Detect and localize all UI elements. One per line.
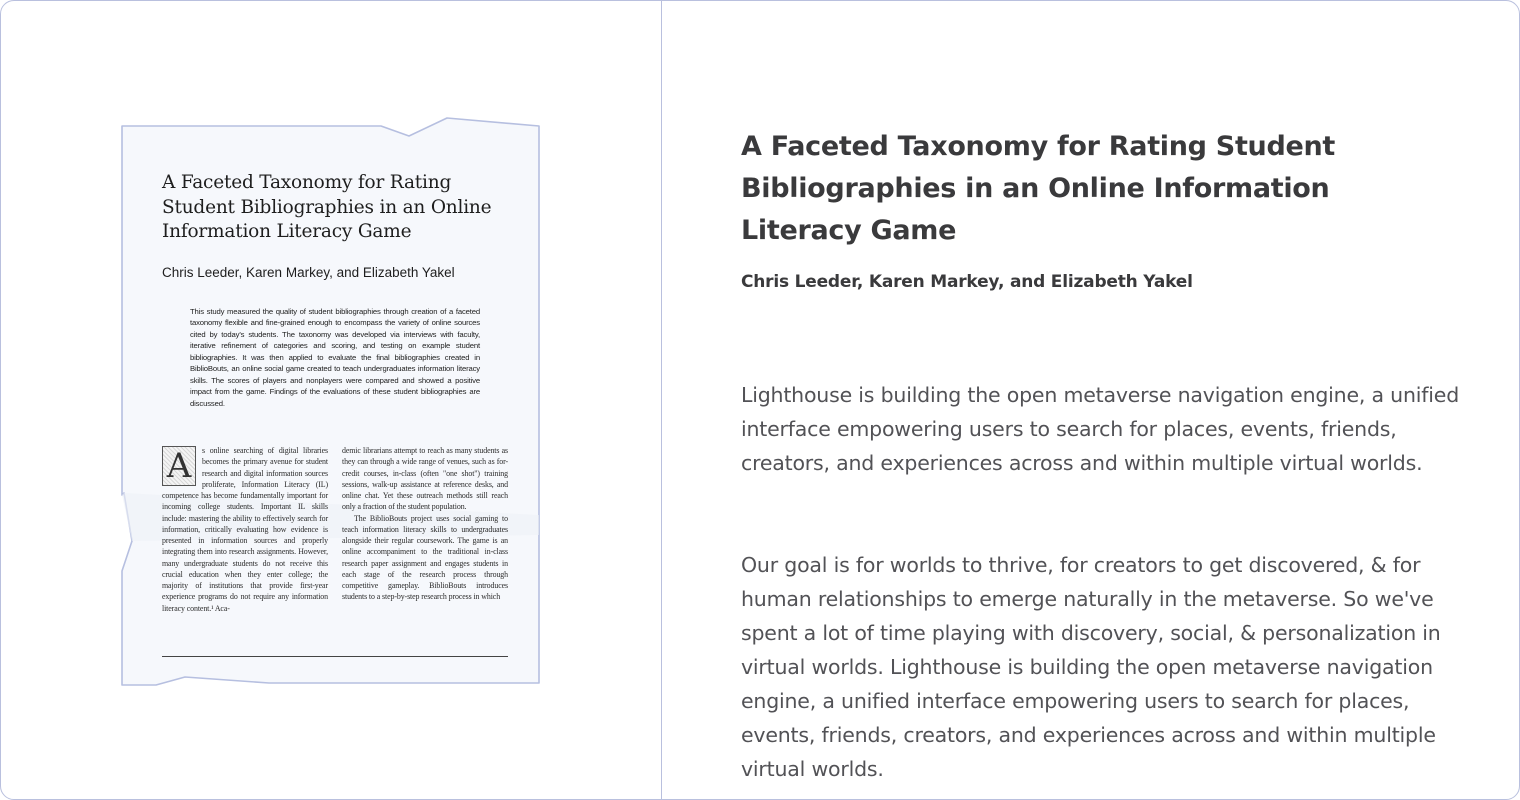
paper-authors: Chris Leeder, Karen Markey, and Elizabeth Yakel bbox=[162, 265, 455, 280]
dropcap-initial: A bbox=[162, 446, 196, 486]
description-paragraph-2: Our goal is for worlds to thrive, for creators to get discovered, & for human relationships to emerge naturally in the metaverse. So we've spent a lot of time playing with discovery, social, & personalization in virtual worlds. Lighthouse is building the open metaverse navigation engine, a unified interface empowering users to search for places, events, friends, creators, and experiences across and within multiple virtual worlds. bbox=[741, 553, 1441, 781]
panel-divider bbox=[661, 1, 662, 799]
paper-column-left bbox=[162, 445, 328, 614]
column-left-text: s online searching of digital libraries becomes the primary avenue for student research and digital information sources proliferate, Information Literacy (IL) competence has become fundamentally important for incoming college students. Important IL skills include: mastering the ability to effectively search for information, critically evaluating how evidence is presented in information sources and properly integrating them into research assignments. However, many undergraduate students do not receive this crucial education when they enter college; the majority of institutions that provide first-year experience programs do not require any information literacy content.¹ Aca- bbox=[162, 446, 328, 613]
document-authors: Chris Leeder, Karen Markey, and Elizabeth Yakel bbox=[741, 272, 1193, 292]
paper-title: A Faceted Taxonomy for Rating Student Bibliographies in an Online Information Literacy Game bbox=[162, 172, 492, 242]
description-paragraph-1: Lighthouse is building the open metaverse navigation engine, a unified interface empowering users to search for places, events, friends, creators, and experiences across and within multiple virtual worlds. bbox=[741, 383, 1460, 475]
paper-preview[interactable] bbox=[119, 115, 543, 689]
paper-abstract: This study measured the quality of student bibliographies through creation of a faceted taxonomy flexible and fine-grained enough to encompass the variety of online sources cited by today's students. The taxonomy was developed via interviews with faculty, iterative refinement of categories and scoring, and testing on example student bibliographies. It was then applied to evaluate the final bibliographies created in BiblioBouts, an online social game created to teach undergraduates information literacy skills. The scores of players and nonplayers were compared and showed a positive impact from the game. Findings of the evaluations of these student bibliographies are discussed. bbox=[190, 307, 480, 408]
paper-column-right bbox=[342, 445, 508, 603]
column-right-text-1: demic librarians attempt to reach as many students as they can through a wide range of venues, such as for-credit courses, in-class (often "one shot") training sessions, walk-up assistance at reference desks, and online chat. Yet these outreach methods still reach only a fraction of the student population. bbox=[342, 446, 508, 512]
column-right-text-2: The BiblioBouts project uses social gaming to teach information literacy skills to undergraduates alongside their regular coursework. The game is an online accompaniment to the traditional in-class research paper assignment and engages students in each stage of the research process through competitive gameplay. BiblioBouts introduces students to a step-by-step research process in which bbox=[342, 513, 508, 602]
paper-footer-rule bbox=[162, 656, 508, 657]
document-title: A Faceted Taxonomy for Rating Student Bibliographies in an Online Information Literacy Game bbox=[741, 131, 1336, 246]
